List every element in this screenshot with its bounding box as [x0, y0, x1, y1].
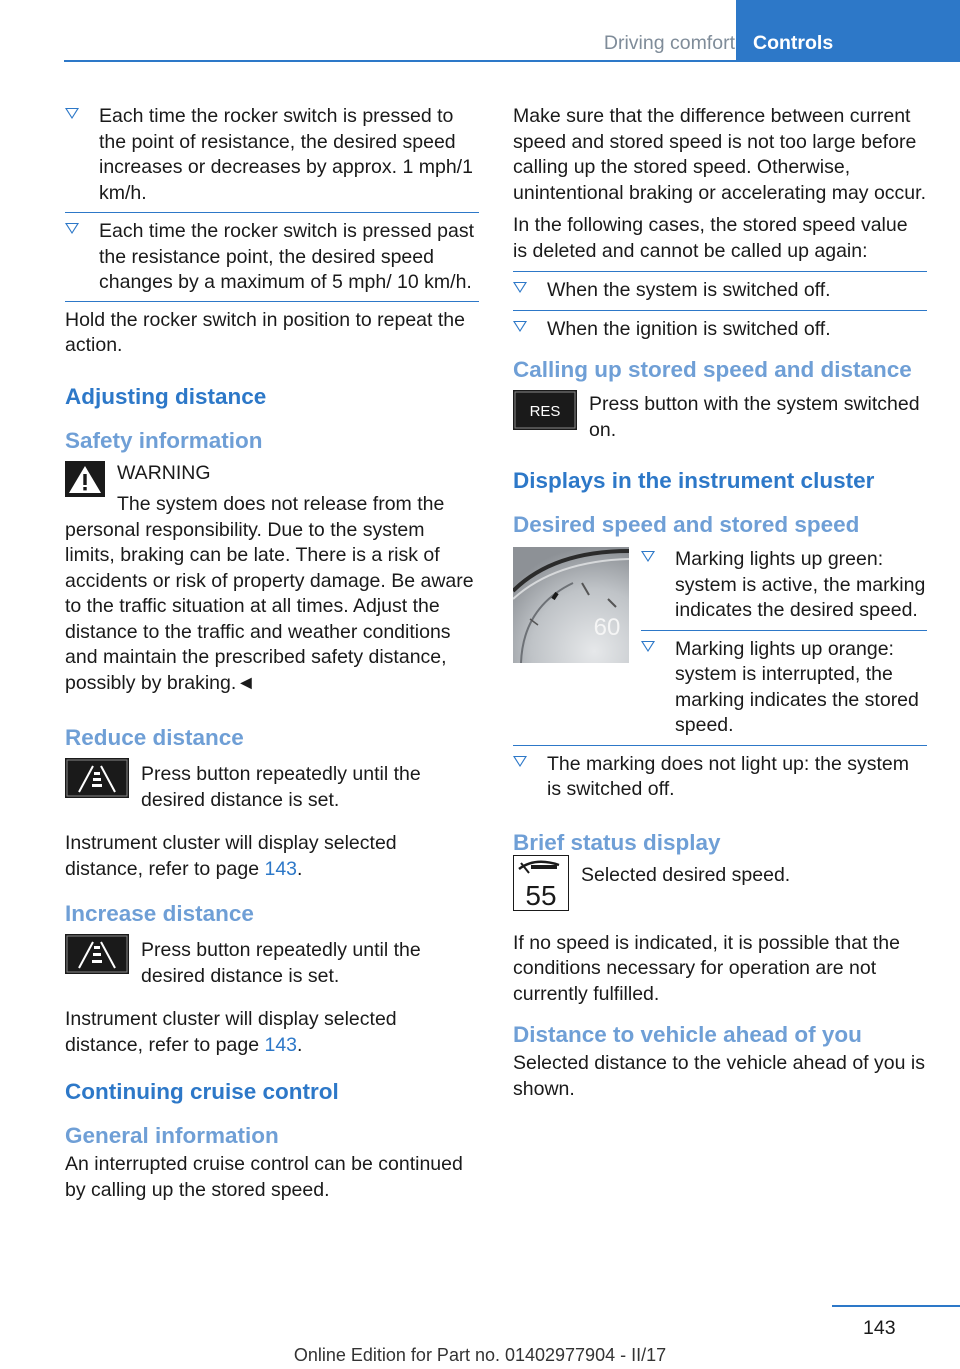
distance-reduce-button-icon: [65, 758, 129, 798]
svg-text:60: 60: [593, 614, 621, 641]
speedometer-gauge-icon: [513, 547, 629, 663]
warning-block: [65, 461, 479, 697]
heading-calling-up-stored-speed: Calling up stored speed and distance: [513, 357, 912, 382]
heading-brief-status-display: Brief status display: [513, 829, 721, 855]
header-tab: Controls: [736, 0, 960, 62]
intro-text: Make sure that the difference between current speed and stored speed is not too large before calling up the stored speed. Otherwise, unintentional braking or accelerating may occur.: [513, 105, 926, 204]
svg-text:RES: RES: [529, 403, 561, 420]
list-item: Each time the rocker switch is pressed past the resistance point, the desired speed changes by a maximum of 5 mph/ 10 km/h.: [65, 212, 479, 296]
warning-triangle-icon: [65, 461, 105, 497]
edition-text: Online Edition for Part no. 01402977904 - II/17: [293, 1345, 667, 1365]
right-column: [513, 104, 927, 1109]
warning-label: WARNING: [117, 461, 211, 484]
list-item: Marking lights up green: system is active, the marking indicates the desired speed.: [641, 547, 927, 624]
list-item: Each time the rocker switch is pressed to the point of resistance, the desired speed increases or decreases by approx. 1 mph/1 km/h.: [65, 104, 479, 206]
heading-adjusting-distance: Adjusting distance: [65, 383, 267, 409]
header-rule: [64, 60, 736, 62]
distance-text: Selected distance to the vehicle ahead of you is shown.: [513, 1052, 925, 1100]
distance-increase-button-icon: [65, 934, 129, 974]
reduce-row: [65, 762, 479, 813]
heading-continuing-cruise-control: Continuing cruise control: [65, 1079, 339, 1104]
rocker-bullets: [65, 104, 479, 296]
heading-general-information: General information: [65, 1123, 279, 1148]
increase-row: [65, 938, 479, 989]
reduce-cluster-text: Instrument cluster will display selected distance, refer to page 143.: [65, 832, 397, 880]
heading-distance-ahead: Distance to vehicle ahead of you: [513, 1022, 862, 1047]
page-header: [0, 0, 960, 62]
heading-increase-distance: Increase distance: [65, 901, 254, 926]
cruise-speed-display-icon: [513, 855, 569, 911]
heading-displays-instrument-cluster: Displays in the instrument cluster: [513, 468, 875, 493]
hold-text: Hold the rocker switch in position to repeat the action.: [65, 301, 479, 359]
heading-reduce-distance: Reduce distance: [65, 725, 244, 750]
cases-list: [513, 271, 927, 342]
brief-row: [513, 863, 927, 911]
heading-safety-information: Safety information: [65, 427, 263, 453]
page-number: 143: [863, 1317, 896, 1339]
res-row: [513, 392, 927, 443]
warning-text: The system does not release from the personal responsibility. Due to the system limits, braking can be late. There is a risk of accidents or risk of property damage. Be aware to the traffic situation at all times. Adjust the distance to the traffic and weather conditions and maintain the prescribed safety distance, possibly by braking.◄: [65, 493, 474, 694]
increase-cluster-text: Instrument cluster will display selected distance, refer to page 143.: [65, 1008, 397, 1056]
list-item: When the ignition is switched off.: [513, 310, 927, 343]
left-column: [65, 104, 479, 1210]
brief-text: Selected desired speed.: [581, 863, 791, 886]
page-link[interactable]: 143: [264, 1033, 298, 1056]
marking-list: [641, 547, 927, 745]
desired-speed-row: [513, 547, 927, 745]
header-section: Driving comfort: [603, 32, 735, 54]
cases-text: In the following cases, the stored speed value is deleted and cannot be called up again:: [513, 214, 908, 262]
footer-rule: [832, 1305, 960, 1307]
svg-text:55: 55: [525, 879, 557, 911]
no-speed-text: If no speed is indicated, it is possible that the conditions necessary for operation are not currently fulfilled.: [513, 931, 900, 1005]
list-item: Marking lights up orange: system is interrupted, the marking indicates the stored speed.: [641, 630, 927, 739]
reduce-text: Press button repeatedly until the desired distance is set.: [141, 763, 421, 811]
increase-text: Press button repeatedly until the desired distance is set.: [141, 939, 421, 987]
page-link[interactable]: 143: [264, 857, 298, 880]
marking-off-list: [513, 745, 927, 803]
heading-desired-speed: Desired speed and stored speed: [513, 512, 860, 537]
list-item: When the system is switched off.: [513, 271, 927, 304]
res-text: Press button with the system switched on.: [589, 393, 920, 441]
list-item: The marking does not light up: the system is switched off.: [513, 745, 927, 803]
res-button-icon: [513, 390, 577, 430]
general-text: An interrupted cruise control can be continued by calling up the stored speed.: [65, 1153, 463, 1201]
